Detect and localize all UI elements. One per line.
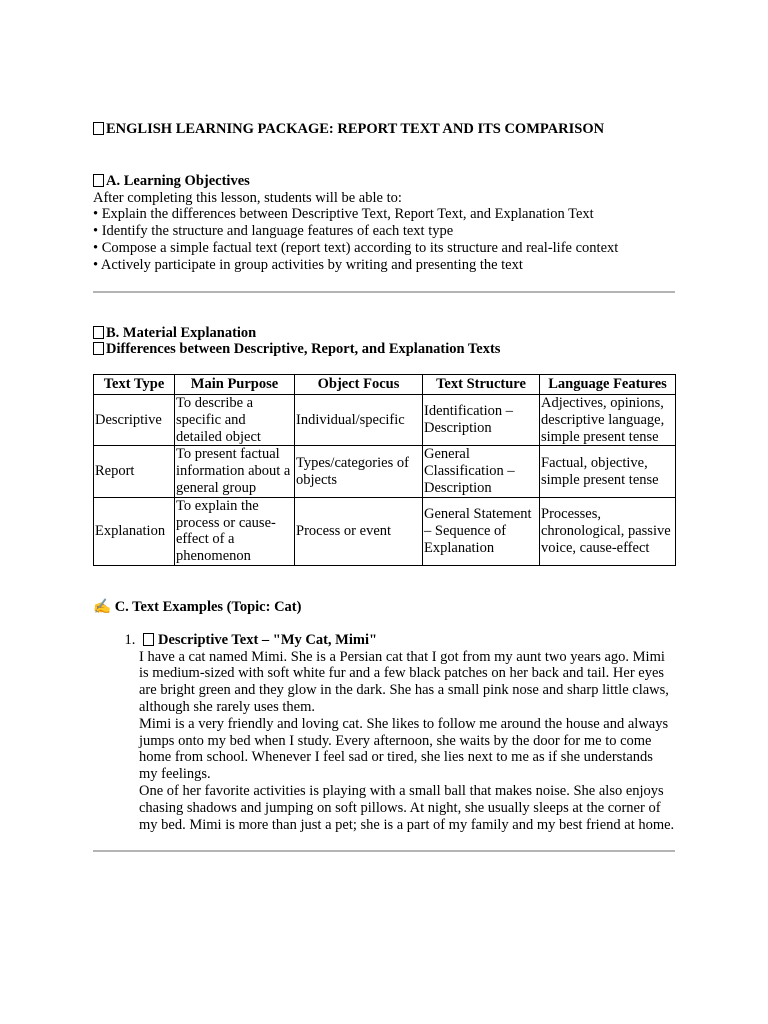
table-cell: To describe a specific and detailed object [175, 394, 295, 445]
section-b-subheading: Differences between Descriptive, Report, and Explanation Texts [93, 341, 675, 358]
column-header: Object Focus [295, 375, 423, 395]
section-a-intro: After completing this lesson, students will be able to: [93, 189, 402, 206]
table-cell: Factual, objective, simple present tense [540, 446, 676, 497]
document-title [93, 121, 675, 138]
missing-glyph-icon [93, 122, 104, 135]
table-cell: To present factual information about a general group [175, 446, 295, 497]
objective-item: • Identify the structure and language features of each text type [93, 223, 454, 240]
table-row [94, 394, 676, 445]
column-header: Main Purpose [175, 375, 295, 395]
column-header: Text Type [94, 375, 175, 395]
table-row [94, 497, 676, 565]
column-header: Text Structure [423, 375, 540, 395]
table-cell: Process or event [295, 497, 423, 565]
example-paragraph: Mimi is a very friendly and loving cat. She likes to follow me around the house and always jumps onto my bed when I study. Every afternoon, she waits by the door for me to come home from school. Whenever I feel sad or tired, she lies next to me as if she understands my feelings. [139, 715, 669, 783]
missing-glyph-icon [93, 342, 104, 355]
comparison-table [93, 374, 676, 566]
missing-glyph-icon [93, 174, 104, 187]
section-b-heading: B. Material Explanation [93, 325, 675, 342]
column-header: Language Features [540, 375, 676, 395]
table-cell: Individual/specific [295, 394, 423, 445]
objective-item: • Actively participate in group activities by writing and presenting the text [93, 256, 523, 273]
table-cell: Report [94, 446, 175, 497]
table-cell: Descriptive [94, 394, 175, 445]
example-paragraph: One of her favorite activities is playing with a small ball that makes noise. She also enjoys chasing shadows and jumping on soft pillows. At night, she usually sleeps at the corner of my bed. Mimi is more than just a pet; she is a part of my family and my best friend at home. [139, 782, 675, 833]
document-page [93, 121, 675, 852]
objective-item: • Compose a simple factual text (report text) according to its structure and real-life context [93, 239, 619, 256]
example-paragraph: I have a cat named Mimi. She is a Persian cat that I got from my aunt two years ago. Mimi is medium-sized with soft white fur and a few black patches on her back and tail. Her eyes are bright green and they glow in the dark. She has a small pink nose and sharp little claws, although she rarely uses them. [139, 648, 669, 715]
document-title-text: ENGLISH LEARNING PACKAGE: REPORT TEXT AND ITS COMPARISON [106, 121, 605, 137]
table-cell: General Classification – Description [423, 446, 540, 497]
objective-item: • Explain the differences between Descriptive Text, Report Text, and Explanation Text [93, 206, 594, 223]
table-cell: Processes, chronological, passive voice, cause-effect [540, 497, 676, 565]
table-cell: Types/categories of objects [295, 446, 423, 497]
table-cell: Adjectives, opinions, descriptive language, simple present tense [540, 394, 676, 445]
writing-hand-icon: ✍ [93, 598, 112, 615]
section-divider [93, 850, 675, 852]
table-cell: Explanation [94, 497, 175, 565]
missing-glyph-icon [93, 326, 104, 339]
list-item [139, 632, 675, 834]
missing-glyph-icon [143, 633, 154, 646]
section-c-heading: ✍ C. Text Examples (Topic: Cat) [93, 598, 302, 615]
examples-list [93, 632, 675, 834]
example-title: Descriptive Text – "My Cat, Mimi" [139, 632, 377, 648]
table-header-row [94, 375, 676, 395]
table-cell: General Statement – Sequence of Explanation [423, 497, 540, 565]
table-cell: Identification – Description [423, 394, 540, 445]
section-a-heading: A. Learning Objectives [93, 173, 675, 190]
table-row [94, 446, 676, 497]
table-cell: To explain the process or cause-effect of a phenomenon [175, 497, 295, 565]
